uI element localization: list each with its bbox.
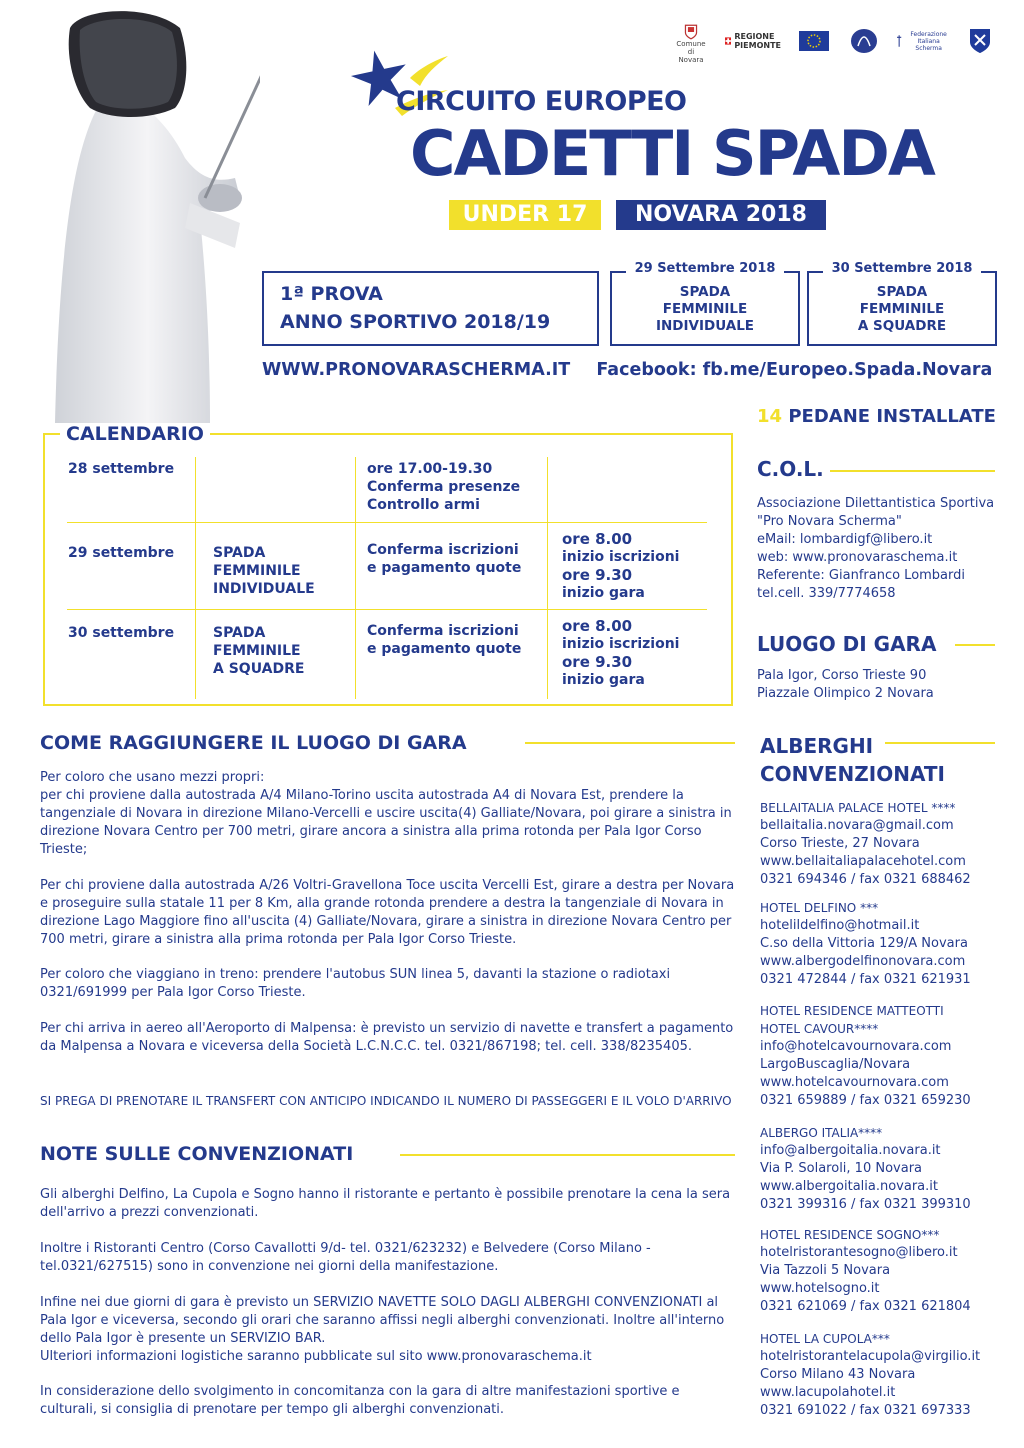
cal-row2-desk [367, 541, 521, 577]
cal-row1-date: 28 settembre [68, 461, 175, 477]
badge-under-17: UNDER 17 [449, 200, 601, 230]
hotel-delfino [760, 899, 1010, 989]
ministry-emblem-icon [850, 28, 878, 54]
come-p3: Per coloro che viaggiano in treno: prendere l'autobus SUN linea 5, davanti la stazione o radiotaxi 0321/691999 per Pala Igor Corso Trieste. [40, 967, 671, 1000]
col-web[interactable]: web: www.pronovaraschema.it [757, 550, 958, 565]
note-p3: Infine nei due giorni di gara è previsto un SERVIZIO NAVETTE SOLO DAGLI ALBERGHI CONVENZIONATI al Pala Igor e viceversa, secondo gli orari che saranno affissi negli alberghi convenzionati. Inoltre all'interno dello Pala Igor è presente un SERVIZIO BAR. Ulteriori informazioni logistiche saranno pubblicate sul sito www.pronovaraschema.it [40, 1295, 725, 1364]
hotel-cavour [760, 1002, 1010, 1110]
hotel-phone: 0321 472844 / fax 0321 621931 [760, 972, 971, 987]
hotel-name: HOTEL DELFINO *** [760, 901, 879, 915]
facebook-link[interactable]: Facebook: fb.me/Europeo.Spada.Novara [596, 360, 993, 380]
hotel-sogno [760, 1226, 1010, 1316]
alberghi-title [760, 732, 945, 788]
hotel-address: Corso Trieste, 27 Novara [760, 836, 920, 851]
cal-row2-desk-2: e pagamento quote [367, 560, 522, 576]
alberghi-title-2: CONVENZIONATI [760, 762, 945, 786]
coat-of-arms-icon [680, 24, 702, 40]
hotel-name: ALBERGO ITALIA**** [760, 1126, 883, 1140]
cal-row1-desk-2: Conferma presenze [367, 479, 521, 495]
day1-line1: SPADA [679, 284, 731, 300]
hotel-phone: 0321 659889 / fax 0321 659230 [760, 1093, 971, 1108]
note-p1: Gli alberghi Delfino, La Cupola e Sogno hanno il ristorante e pertanto è possibile prenotare la cena la sera dell'arrivo a prezzi convenzionati. [40, 1187, 731, 1220]
links-line [262, 360, 992, 380]
logo-regione-label: REGIONE PIEMONTE [734, 32, 781, 50]
fis-emblem-icon [896, 30, 902, 52]
cal-row3-time-4: inizio gara [562, 672, 645, 688]
note-title: NOTE SULLE CONVENZIONATI [40, 1143, 354, 1165]
hotel-address: Via Tazzoli 5 Novara [760, 1263, 891, 1278]
day2-line2: FEMMINILE [859, 301, 945, 317]
hotel-name: BELLAITALIA PALACE HOTEL **** [760, 801, 956, 815]
come-p4: Per chi arriva in aereo all'Aeroporto di Malpensa: è previsto un servizio di navette e transfert a pagamento da Malpensa a Novara e viceversa della Società L.C.N.C.C. tel. 0321/867198; tel. cell. 338/8235405. [40, 1021, 734, 1054]
col-title: C.O.L. [757, 457, 824, 481]
logo-eu [798, 26, 830, 56]
regione-shield-icon [725, 33, 731, 49]
prova-line1: 1ª PROVA [280, 283, 383, 305]
hotel-name: HOTEL RESIDENCE SOGNO*** [760, 1228, 940, 1242]
logo-pro-novara [966, 26, 994, 56]
cal-row1-desk-3: Controllo armi [367, 497, 480, 513]
come-p2: Per chi proviene dalla autostrada A/26 Voltri-Gravellona Toce uscita Vercelli Est, girare a destra per Novara e proseguire sulla statale 11 per 8 Km, alla grande rotonda prendere a destra la tangenziale di Novara in direzione Lago Maggiore fino all'uscita (4) Galliate/Novara, girare a sinistra in direzione Novara Centro per 700 metri, girare a sinistra alla prima rotonda per Pala Igor Corso Trieste. [40, 878, 735, 947]
logo-federazione-label: Federazione Italiana Scherma [910, 30, 947, 52]
col-line-1: Associazione Dilettantistica Sportiva [757, 496, 995, 511]
cal-row2-time-4: inizio gara [562, 585, 645, 601]
hotel-website[interactable]: www.bellaitaliapalacehotel.com [760, 854, 966, 869]
calendar-box [43, 433, 733, 706]
hotel-website[interactable]: www.albergodelfinonovara.com [760, 954, 966, 969]
come-p5: SI PREGA DI PRENOTARE IL TRANSFERT CON ANTICIPO INDICANDO IL NUMERO DI PASSEGGERI E IL VOLO D'ARRIVO [40, 1094, 732, 1108]
hotel-la-cupola [760, 1330, 1010, 1420]
day1-box [610, 261, 800, 346]
come-p1: Per coloro che usano mezzi propri: per chi proviene dalla autostrada A/4 Milano-Torino uscita autostrada A4 di Novara Est, prendere la tangenziale di Novara in direzione Milano-Vercelli e uscire uscita(4) Galliate/Novara, poi girare a sinistra in direzione Novara Centro per 700 metri, girare ancora a sinistra alla prima rotonda per Pala Igor Corso Trieste; [40, 770, 732, 857]
cal-row2-event-2: FEMMINILE [213, 563, 301, 579]
cal-row3-date: 30 settembre [68, 625, 175, 641]
day2-line3: A SQUADRE [857, 318, 947, 334]
cal-row3-time-3: ore 9.30 [562, 653, 633, 671]
cal-row3-desk [367, 622, 521, 658]
headline-circuito: CIRCUITO EUROPEO [396, 86, 687, 117]
come-title: COME RAGGIUNGERE IL LUOGO DI GARA [40, 732, 467, 754]
cal-row3-time-1: ore 8.00 [562, 617, 633, 635]
cal-row2-event-1: SPADA [213, 545, 266, 561]
cal-row3-event-1: SPADA [213, 625, 266, 641]
day1-line3: INDIVIDUALE [655, 318, 755, 334]
hotel-email[interactable]: info@hotelcavournovara.com [760, 1039, 952, 1054]
hotel-email[interactable]: info@albergoitalia.novara.it [760, 1143, 941, 1158]
cal-row3-event [213, 624, 304, 678]
website-link[interactable]: WWW.PRONOVARASCHERMA.IT [262, 360, 571, 380]
col-line-2: "Pro Novara Scherma" [757, 514, 902, 529]
luogo-line-1: Pala Igor, Corso Trieste 90 [757, 668, 927, 683]
cal-row2-time-3: ore 9.30 [562, 566, 633, 584]
pedane-number: 14 [757, 406, 783, 427]
cal-row3-times [562, 617, 679, 689]
note-p4: In considerazione dello svolgimento in concomitanza con la gara di altre manifestazioni sportive e culturali, si consiglia di prenotare per tempo gli alberghi convenzionati. [40, 1384, 680, 1417]
day1-date: 29 Settembre 2018 [629, 261, 782, 276]
cal-row3-time-2: inizio iscrizioni [562, 636, 680, 652]
hotel-name: HOTEL LA CUPOLA*** [760, 1332, 890, 1346]
col-phone: tel.cell. 339/7774658 [757, 586, 896, 601]
prova-box [262, 271, 599, 346]
logo-comune-novara [676, 24, 706, 64]
hotel-address: C.so della Vittoria 129/A Novara [760, 936, 968, 951]
prova-line2: ANNO SPORTIVO 2018/19 [280, 311, 551, 333]
hotel-email[interactable]: hotelildelfino@hotmail.it [760, 918, 920, 933]
hotel-phone: 0321 694346 / fax 0321 688462 [760, 872, 971, 887]
alberghi-title-1: ALBERGHI [760, 734, 874, 758]
cal-row2-time-1: ore 8.00 [562, 530, 633, 548]
hotel-website[interactable]: www.lacupolahotel.it [760, 1385, 896, 1400]
col-email[interactable]: eMail: lombardigf@libero.it [757, 532, 933, 547]
day1-line2: FEMMINILE [662, 301, 748, 317]
cal-row2-event [213, 544, 315, 598]
hotel-name-2: HOTEL CAVOUR**** [760, 1022, 879, 1036]
hotel-email[interactable]: hotelristorantesogno@libero.it [760, 1245, 958, 1260]
pedane-heading [757, 406, 996, 427]
hotel-phone: 0321 621069 / fax 0321 621804 [760, 1299, 971, 1314]
hotel-phone: 0321 399316 / fax 0321 399310 [760, 1197, 971, 1212]
cal-row3-desk-2: e pagamento quote [367, 641, 522, 657]
logo-ministero [848, 26, 880, 56]
cal-row3-desk-1: Conferma iscrizioni [367, 623, 519, 639]
hotel-website[interactable]: www.albergoitalia.novara.it [760, 1179, 938, 1194]
hotel-phone: 0321 691022 / fax 0321 697333 [760, 1403, 971, 1418]
hotel-address: LargoBuscaglia/Novara [760, 1057, 911, 1072]
hotel-email[interactable]: hotelristorantelacupola@virgilio.it [760, 1349, 981, 1364]
pedane-label: PEDANE INSTALLATE [788, 406, 996, 427]
day2-box [807, 261, 997, 346]
club-shield-icon [968, 27, 992, 55]
hotel-address: Corso Milano 43 Novara [760, 1367, 916, 1382]
col-details [757, 495, 1022, 603]
luogo-title: LUOGO DI GARA [757, 632, 937, 656]
cal-row1-desk [367, 460, 520, 514]
eu-flag-icon [799, 31, 829, 51]
hotel-bellaitalia [760, 799, 1010, 889]
cal-row2-date: 29 settembre [68, 545, 175, 561]
hotel-italia [760, 1124, 1010, 1214]
logo-federazione-scherma [896, 26, 952, 56]
cal-row1-desk-1: ore 17.00-19.30 [367, 461, 493, 477]
cal-row2-event-3: INDIVIDUALE [213, 581, 315, 597]
headline-cadetti: CADETTI SPADA [410, 117, 934, 190]
calendar-title: CALENDARIO [60, 423, 210, 445]
cal-row3-event-2: FEMMINILE [213, 643, 301, 659]
cal-row2-time-2: inizio iscrizioni [562, 549, 680, 565]
hotel-name: HOTEL RESIDENCE MATTEOTTI [760, 1004, 944, 1018]
hotel-website[interactable]: www.hotelsogno.it [760, 1281, 880, 1296]
logo-comune-label: Comune di Novara [676, 40, 706, 64]
col-referente: Referente: Gianfranco Lombardi [757, 568, 966, 583]
hotel-website[interactable]: www.hotelcavournovara.com [760, 1075, 949, 1090]
luogo-line-2: Piazzale Olimpico 2 Novara [757, 686, 934, 701]
cal-row3-event-3: A SQUADRE [213, 661, 305, 677]
badge-novara-2018: NOVARA 2018 [616, 200, 826, 230]
note-p2: Inoltre i Ristoranti Centro (Corso Cavallotti 9/d- tel. 0321/623232) e Belvedere (Corso Milano - tel.0321/627515) sono in convenzione nei giorni della manifestazione. [40, 1241, 651, 1274]
cal-row2-desk-1: Conferma iscrizioni [367, 542, 519, 558]
hotel-email[interactable]: bellaitalia.novara@gmail.com [760, 818, 954, 833]
day2-line1: SPADA [876, 284, 928, 300]
fencer-illustration [40, 8, 260, 423]
hotel-address: Via P. Solaroli, 10 Novara [760, 1161, 923, 1176]
luogo-details [757, 667, 1017, 703]
logo-regione-piemonte [725, 26, 781, 56]
cal-row2-times [562, 530, 679, 602]
day2-date: 30 Settembre 2018 [826, 261, 979, 276]
